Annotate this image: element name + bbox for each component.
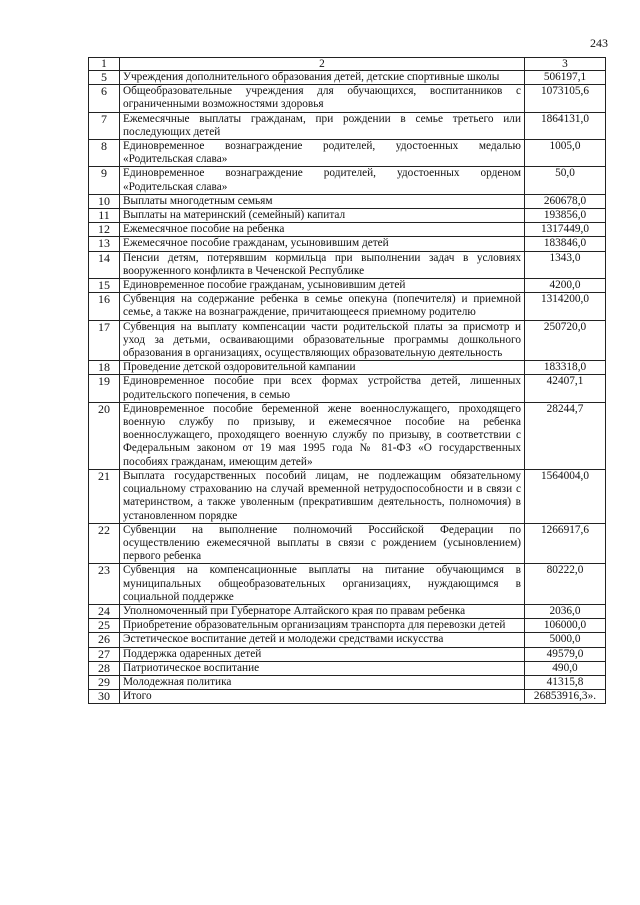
budget-table	[88, 57, 606, 704]
row-description: Патриотическое воспитание	[120, 661, 525, 675]
row-amount: 80222,0	[525, 564, 606, 605]
row-number: 12	[89, 223, 120, 237]
row-amount: 5000,0	[525, 633, 606, 647]
row-description: Единовременное пособие при всех формах устройства детей, лишенных родительского попечения, в семью	[120, 375, 525, 402]
table-row	[89, 71, 606, 85]
row-description: Выплаты многодетным семьям	[120, 194, 525, 208]
row-number: 30	[89, 690, 120, 704]
table-row	[89, 194, 606, 208]
row-number: 24	[89, 604, 120, 618]
column-header-number: 1	[89, 58, 120, 71]
row-description: Выплата государственных пособий лицам, не подлежащим обязательному социальному страхованию на случай временной нетрудоспособности и в связи с материнством, а также уволенным (прекратившим деятельность, полномочия) в установленном порядке	[120, 469, 525, 523]
row-number: 19	[89, 375, 120, 402]
row-description: Единовременное вознаграждение родителей, удостоенных медалью «Родительская слава»	[120, 140, 525, 167]
row-number: 13	[89, 237, 120, 251]
row-description: Молодежная политика	[120, 675, 525, 689]
table-row	[89, 167, 606, 194]
row-number: 11	[89, 209, 120, 223]
row-description: Единовременное пособие гражданам, усыновившим детей	[120, 279, 525, 293]
table-row	[89, 523, 606, 564]
row-amount: 260678,0	[525, 194, 606, 208]
row-number: 22	[89, 523, 120, 564]
row-amount: 506197,1	[525, 71, 606, 85]
row-amount: 106000,0	[525, 619, 606, 633]
row-number: 16	[89, 293, 120, 320]
row-description: Субвенция на компенсационные выплаты на питание обучающимся в муниципальных общеобразовательных организациях, нуждающимся в социальной поддержке	[120, 564, 525, 605]
row-description: Учреждения дополнительного образования детей, детские спортивные школы	[120, 71, 525, 85]
table-row	[89, 140, 606, 167]
row-number: 29	[89, 675, 120, 689]
row-description: Субвенция на содержание ребенка в семье опекуна (попечителя) и приемной семье, а также на вознаграждение, причитающееся приемному родителю	[120, 293, 525, 320]
table-row	[89, 279, 606, 293]
row-amount: 1564004,0	[525, 469, 606, 523]
row-number: 8	[89, 140, 120, 167]
row-description: Общеобразовательные учреждения для обучающихся, воспитанников с ограниченными возможностями здоровья	[120, 85, 525, 112]
row-number: 18	[89, 361, 120, 375]
row-number: 15	[89, 279, 120, 293]
row-amount: 183318,0	[525, 361, 606, 375]
table-row	[89, 402, 606, 469]
row-amount: 28244,7	[525, 402, 606, 469]
table-row	[89, 661, 606, 675]
table-row	[89, 604, 606, 618]
table-row	[89, 223, 606, 237]
row-number: 9	[89, 167, 120, 194]
column-header-amount: 3	[525, 58, 606, 71]
row-description: Ежемесячное пособие на ребенка	[120, 223, 525, 237]
row-description: Итого	[120, 690, 525, 704]
row-amount: 26853916,3».	[525, 690, 606, 704]
row-amount: 42407,1	[525, 375, 606, 402]
row-description: Ежемесячное пособие гражданам, усыновившим детей	[120, 237, 525, 251]
table-row	[89, 237, 606, 251]
row-description: Единовременное пособие беременной жене военнослужащего, проходящего военную службу по призыву, и ежемесячное пособие на ребенка военнослужащего, проходящего военную службу по призыву, в соответствии с Федеральным законом от 19 мая 1995 года № 81-ФЗ «О государственных пособиях гражданам, имеющим детей»	[120, 402, 525, 469]
row-number: 14	[89, 251, 120, 278]
row-number: 23	[89, 564, 120, 605]
row-description: Субвенции на выполнение полномочий Российской Федерации по осуществлению ежемесячной выплаты в связи с рождением (усыновлением) первого ребенка	[120, 523, 525, 564]
table-row	[89, 320, 606, 361]
row-description: Поддержка одаренных детей	[120, 647, 525, 661]
row-amount: 1005,0	[525, 140, 606, 167]
table-row	[89, 209, 606, 223]
row-description: Пенсии детям, потерявшим кормильца при выполнении задач в условиях вооруженного конфликта в Чеченской Республике	[120, 251, 525, 278]
page-number: 243	[590, 36, 608, 50]
row-amount: 50,0	[525, 167, 606, 194]
row-amount: 1266917,6	[525, 523, 606, 564]
row-description: Приобретение образовательным организациям транспорта для перевозки детей	[120, 619, 525, 633]
row-description: Уполномоченный при Губернаторе Алтайского края по правам ребенка	[120, 604, 525, 618]
row-number: 27	[89, 647, 120, 661]
table-row	[89, 690, 606, 704]
row-number: 7	[89, 112, 120, 139]
row-description: Ежемесячные выплаты гражданам, при рождении в семье третьего или последующих детей	[120, 112, 525, 139]
row-amount: 1343,0	[525, 251, 606, 278]
table-header-row	[89, 58, 606, 71]
table-row	[89, 85, 606, 112]
row-description: Субвенция на выплату компенсации части родительской платы за присмотр и уход за детьми, осваивающими образовательные программы дошкольного образования в организациях, осуществляющих образовательную деятельность	[120, 320, 525, 361]
row-amount: 490,0	[525, 661, 606, 675]
row-number: 5	[89, 71, 120, 85]
table-row	[89, 251, 606, 278]
row-number: 25	[89, 619, 120, 633]
table-row	[89, 633, 606, 647]
row-amount: 4200,0	[525, 279, 606, 293]
row-description: Эстетическое воспитание детей и молодежи средствами искусства	[120, 633, 525, 647]
table-row	[89, 619, 606, 633]
table-row	[89, 293, 606, 320]
row-amount: 49579,0	[525, 647, 606, 661]
row-amount: 1317449,0	[525, 223, 606, 237]
row-number: 20	[89, 402, 120, 469]
row-amount: 41315,8	[525, 675, 606, 689]
row-description: Проведение детской оздоровительной кампании	[120, 361, 525, 375]
table-row	[89, 361, 606, 375]
table-row	[89, 675, 606, 689]
row-number: 21	[89, 469, 120, 523]
row-number: 10	[89, 194, 120, 208]
row-amount: 183846,0	[525, 237, 606, 251]
table-row	[89, 112, 606, 139]
row-amount: 1073105,6	[525, 85, 606, 112]
table-row	[89, 564, 606, 605]
row-number: 17	[89, 320, 120, 361]
table-row	[89, 647, 606, 661]
row-amount: 1314200,0	[525, 293, 606, 320]
row-amount: 193856,0	[525, 209, 606, 223]
row-description: Единовременное вознаграждение родителей, удостоенных орденом «Родительская слава»	[120, 167, 525, 194]
row-number: 26	[89, 633, 120, 647]
row-number: 6	[89, 85, 120, 112]
table-row	[89, 375, 606, 402]
row-amount: 2036,0	[525, 604, 606, 618]
column-header-description: 2	[120, 58, 525, 71]
table-row	[89, 469, 606, 523]
row-amount: 1864131,0	[525, 112, 606, 139]
row-description: Выплаты на материнский (семейный) капитал	[120, 209, 525, 223]
row-number: 28	[89, 661, 120, 675]
row-amount: 250720,0	[525, 320, 606, 361]
